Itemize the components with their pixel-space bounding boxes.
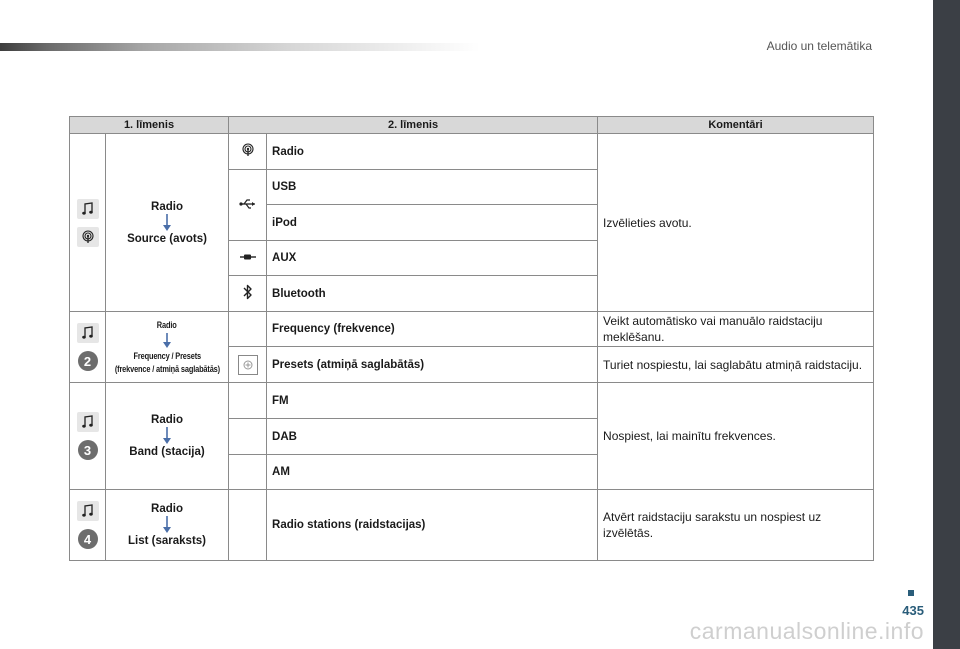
header-gradient-bar [0,43,480,51]
key-number-badge: 2 [78,351,98,371]
watermark: carmanualsonline.info [689,618,924,644]
icon-cell [229,276,267,312]
column-header-level2: 2. līmenis [229,117,598,134]
level1-cell-list [106,490,229,561]
comment-cell: Veikt automātisko vai manuālo raidstaciju meklēšanu. [598,312,874,347]
comment-cell: Izvēlieties avotu. [598,134,874,312]
table-header-row [70,117,874,134]
music-note-icon [77,501,99,521]
comment-cell: Turiet nospiestu, lai saglabātu atmiņā raidstaciju. [598,347,874,383]
level2-label: AUX [267,241,598,276]
table-row [70,490,874,561]
level2-label: Presets (atmiņā saglabātās) [267,347,598,383]
music-note-icon [77,199,99,219]
level2-label: Bluetooth [267,276,598,312]
key-number-badge: 4 [78,529,98,549]
icon-cell [229,455,267,490]
section-title: Audio un telemātika [766,39,872,53]
key-cell [70,490,106,561]
page-number: 435 [902,603,924,618]
level1-bottom-label: List (saraksts) [128,535,206,547]
table-row [70,312,874,347]
comment-cell: Atvērt raidstaciju sarakstu un nospiest uz izvēlētās. [598,490,874,561]
down-arrow-icon [162,214,172,232]
level1-bottom-label: Band (stacija) [129,446,205,458]
column-header-comments: Komentāri [598,117,874,134]
menu-table [69,116,874,561]
key-cell [70,383,106,490]
level2-label: DAB [267,419,598,455]
icon-cell [229,170,267,241]
radio-wave-icon [241,148,255,160]
level1-top-label: Radio [151,200,183,213]
icon-cell [229,419,267,455]
key-cell [70,312,106,383]
level1-bottom-label: Source (avots) [127,232,207,245]
level2-label: Frequency (frekvence) [267,312,598,347]
level1-sub-label: (frekvence / atmiņā saglabātās) [114,363,220,375]
music-note-icon [77,412,99,432]
level1-top-label: Radio [151,503,183,515]
usb-icon [239,201,257,213]
icon-cell [229,134,267,170]
level1-top-label: Radio [157,319,177,331]
level2-label: USB [267,170,598,205]
down-arrow-icon [162,427,172,445]
table-row [70,383,874,419]
level1-cell-band [106,383,229,490]
bluetooth-icon [243,291,253,303]
down-arrow-icon [162,333,172,349]
key-number-badge: 3 [78,440,98,460]
level2-label: AM [267,455,598,490]
icon-cell [229,383,267,419]
icon-cell [229,347,267,383]
level2-label: Radio [267,134,598,170]
page-marker [908,590,914,596]
side-strip [933,0,960,649]
radio-wave-icon [77,227,99,247]
level1-top-label: Radio [151,414,183,426]
icon-cell [229,241,267,276]
level2-label: FM [267,383,598,419]
aux-jack-icon [239,253,257,265]
icon-cell [229,312,267,347]
level1-cell-frequency [106,312,229,383]
comment-cell: Nospiest, lai mainītu frekvences. [598,383,874,490]
key-cell [70,134,106,312]
down-arrow-icon [162,516,172,534]
level1-bottom-label: Frequency / Presets [133,350,201,362]
add-preset-icon [238,355,258,375]
music-note-icon [77,323,99,343]
level2-label: Radio stations (raidstacijas) [267,490,598,561]
level2-label: iPod [267,205,598,241]
table-row [70,134,874,170]
level1-cell-source [106,134,229,312]
column-header-level1: 1. līmenis [70,117,229,134]
icon-cell [229,490,267,561]
